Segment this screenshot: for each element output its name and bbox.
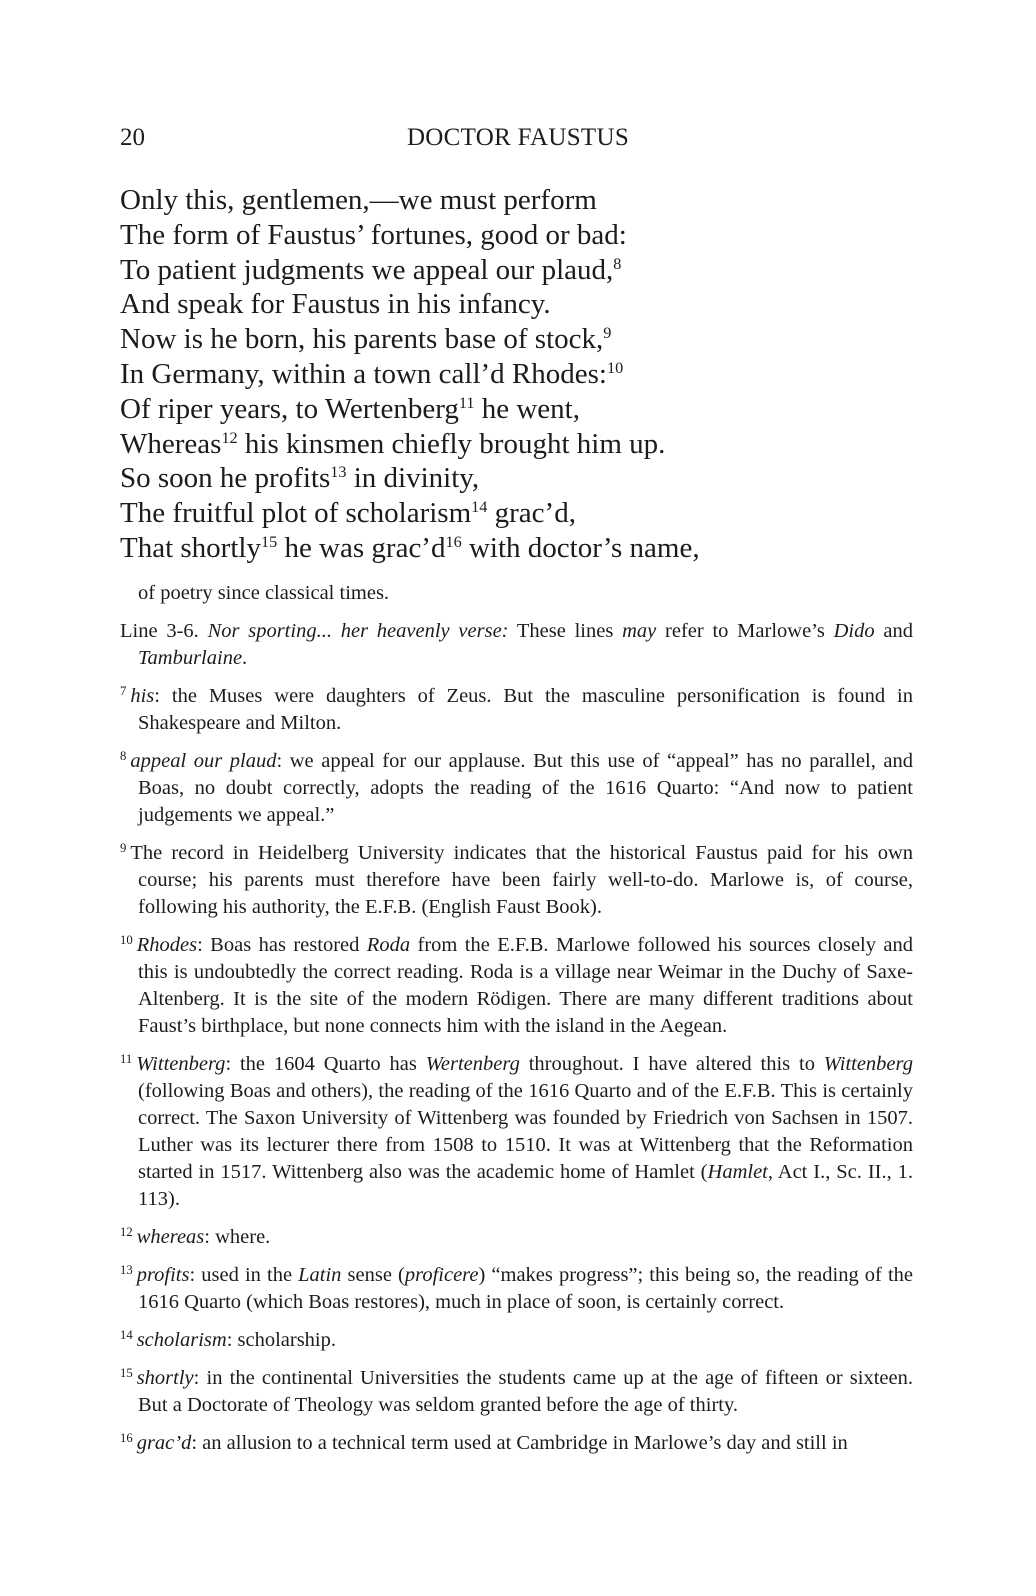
verse-line: So soon he profits$^{13}$ in divinity, [120,462,480,495]
verse-line: In Germany, within a town call’d Rhodes:$^{10}$ [120,357,624,390]
footnote-ref: 14 [471,498,488,517]
footnote-continuation: of poetry since classical times. [138,582,390,604]
footnote-9: $^9$ The record in Heidelberg University indicates that the historical Faustus paid for his own course; his parents must therefore have been fairly well-to-do. Marlowe is, of course, following his authority, the E.F.B. (English Faust Book). [120,841,913,918]
footnote-15: $^{15}$ shortly: in the continental Universities the students came up at the age of fifteen or sixteen. But a Doctorate of Theology was seldom granted before the age of thirty. [120,1366,913,1416]
footnote-11: $^{11}$ Wittenberg: the 1604 Quarto has Wertenberg throughout. I have altered this to Wittenberg (following Boas and others), the reading of the 1616 Quarto and of the E.F.B. This is certainly correct. The Saxon University of Wittenberg was founded by Friedrich von Sachsen in 1507. Luther was its lecturer there from 1508 to 1510. It was at Wittenberg that the Reformation started in 1517. Wittenberg also was the academic home of Hamlet (Hamlet, Act I., Sc. II., 1. 113). [120,1052,914,1210]
footnote-ref: 16 [445,532,462,551]
verse-line: And speak for Faustus in his infancy. [120,288,551,321]
footnote-number: 7 [120,684,127,699]
footnote-13: $^{13}$ profits: used in the Latin sense (proficere) “makes progress”; this being so, the reading of the 1616 Quarto (which Boas restores), much in place of soon, is certainly correct. [120,1263,914,1313]
verse-line: Only this, gentlemen,—we must perform [120,184,597,216]
footnote-number: 8 [120,749,127,764]
page-number: 20 [120,124,145,151]
footnote-12: $^{12}$ whereas: where. [120,1225,271,1248]
verse-line: The form of Faustus’ fortunes, good or bad: [120,218,627,251]
verse-block [120,183,920,566]
line-note: Line 3-6. Nor sporting... her heavenly verse: These lines may refer to Marlowe’s Dido and Tamburlaine. [120,620,913,669]
running-header [120,124,916,160]
footnote-ref: 9 [603,324,612,343]
footnote-10: $^{10}$ Rhodes: Boas has restored Roda from the E.F.B. Marlowe followed his sources closely and this is undoubtedly the correct reading. Roda is a village near Weimar in the Duchy of Saxe-Altenberg. It is the site of the modern Rödigen. There are many different traditions about Faust’s birthplace, but none connects him with the island in the Aegean. [120,933,914,1037]
footnote-ref: 10 [606,358,624,377]
verse-line: Whereas$^{12}$ his kinsmen chiefly brought him up. [120,427,666,460]
footnote-number: 16 [120,1431,133,1446]
footnote-14: $^{14}$ scholarism: scholarship. [120,1328,337,1351]
footnote-7: $^7$ his: the Muses were daughters of Zeus. But the masculine personification is found in Shakespeare and Milton. [120,684,913,734]
footnote-ref: 11 [458,393,475,412]
footnote-ref: 12 [221,428,238,447]
footnote-number: 11 [120,1052,133,1067]
footnote-number: 14 [120,1328,133,1343]
footnote-8: $^8$ appeal our plaud: we appeal for our applause. But this use of “appeal” has no parallel, and Boas, no doubt correctly, adopts the reading of the 1616 Quarto: “And now to patient judgements we appeal.” [120,749,914,826]
verse-line: Of riper years, to Wertenberg$^{11}$ he went, [120,392,580,425]
footnote-number: 15 [120,1366,133,1381]
verse-line: To patient judgments we appeal our plaud,$^8$ [120,253,622,286]
footnote-16: $^{16}$ grac’d: an allusion to a technical term used at Cambridge in Marlowe’s day and still in [120,1431,848,1454]
footnote-ref: 13 [330,463,347,482]
verse-line: That shortly$^{15}$ he was $grac’d^{16}$ with doctor’s name, [120,531,700,564]
footnote-number: 13 [120,1263,133,1278]
footnotes [120,580,913,1468]
footnote-number: 10 [120,933,133,948]
footnote-ref: 8 [613,254,622,273]
running-title: DOCTOR FAUSTUS [406,124,630,151]
verse-line: Now is he born, his parents base of stock,$^9$ [120,323,612,356]
footnote-number: 9 [120,841,127,856]
verse-line: The fruitful plot of scholarism$^{14}$ grac’d, [120,497,576,530]
footnote-ref: 15 [260,532,278,551]
footnote-number: 12 [120,1225,133,1240]
